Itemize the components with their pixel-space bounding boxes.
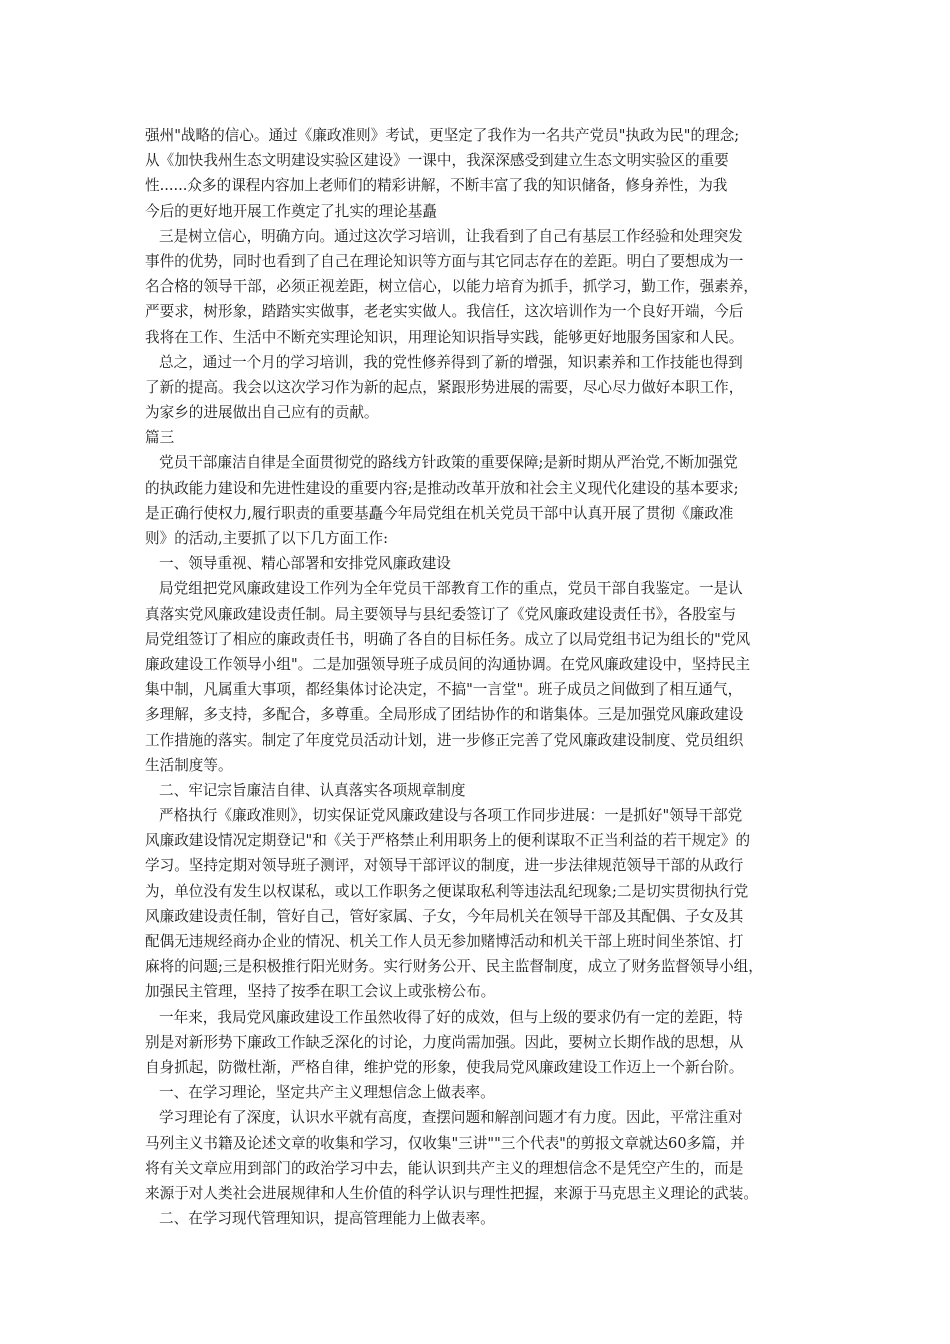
text-line: 性......众多的课程内容加上老师们的精彩讲解，不断丰富了我的知识储备，修身养性，为我 (145, 177, 728, 195)
text-line: 学习。坚持定期对领导班子测评，对领导干部评议的制度，进一步法律规范领导干部的从政行 (145, 857, 744, 875)
text-line: 三是树立信心，明确方向。通过这次学习培训，让我看到了自己有基层工作经验和处理突发 (159, 227, 743, 245)
text-line: 多理解，多支持，多配合，多尊重。全局形成了团结协作的和谐集体。三是加强党风廉政建设 (145, 706, 744, 724)
text-line: 一、在学习理论，坚定共产主义理想信念上做表率。 (159, 1084, 495, 1102)
text-line: 麻将的问题;三是积极推行阳光财务。实行财务公开、民主监督制度，成立了财务监督领导小组， (145, 958, 763, 976)
text-line: 将有关文章应用到部门的政治学习中去，能认识到共产主义的理想信念不是凭空产生的，而是 (145, 1159, 744, 1177)
text-line: 学习理论有了深度，认识水平就有高度，查摆问题和解剖问题才有力度。因此，平常注重对 (159, 1109, 743, 1127)
text-line: 局党组把党风廉政建设工作列为全年党员干部教育工作的重点，党员干部自我鉴定。一是认 (159, 580, 743, 598)
text-line: 党员干部廉洁自律是全面贯彻党的路线方针政策的重要保障;是新时期从严治党,不断加强党 (159, 454, 738, 472)
text-line: 严要求，树形象，踏踏实实做事，老老实实做人。我信任，这次培训作为一个良好开端，今后 (145, 303, 744, 321)
text-line: 自身抓起，防微杜渐，严格自律，维护党的形象，使我局党风廉政建设工作迈上一个新台阶。 (145, 1058, 744, 1076)
text-line: 为，单位没有发生以权谋私，或以工作职务之便谋取私利等违法乱纪现象;二是切实贯彻执行党 (145, 882, 749, 900)
text-line: 真落实党风廉政建设责任制。局主要领导与县纪委签订了《党风廉政建设责任书》，各股室与 (145, 605, 737, 623)
text-line: 生活制度等。 (145, 756, 233, 774)
text-line: 马列主义书籍及论述文章的收集和学习，仅收集"三讲""三个代表"的剪报文章就达60多篇，并 (145, 1134, 745, 1152)
text-line: 事件的优势，同时也看到了自己在理论知识等方面与其它同志存在的差距。明白了要想成为一 (145, 252, 744, 270)
document-body (145, 123, 817, 1231)
text-line: 工作措施的落实。制定了年度党员活动计划，进一步修正完善了党风廉政建设制度、党员组织 (145, 731, 744, 749)
text-line: 篇三 (145, 429, 175, 447)
text-line: 的执政能力建设和先进性建设的重要内容;是推动改革开放和社会主义现代化建设的基本要求; (145, 479, 739, 497)
text-line: 我将在工作、生活中不断充实理论知识，用理论知识指导实践，能够更好地服务国家和人民。 (145, 328, 744, 346)
text-line: 则》的活动,主要抓了以下几方面工作: (145, 530, 389, 547)
text-line: 二、在学习现代管理知识，提高管理能力上做表率。 (159, 1210, 495, 1228)
text-line: 加强民主管理，坚持了按季在职工会议上或张榜公布。 (145, 983, 496, 1001)
text-line: 从《加快我州生态文明建设实验区建设》一课中，我深深感受到建立生态文明实验区的重要 (145, 152, 729, 170)
text-line: 为家乡的进展做出自己应有的贡献。 (145, 404, 379, 422)
text-line: 风廉政建设情况定期登记"和《关于严格禁止利用职务上的便利谋取不正当利益的若干规定》的 (145, 832, 751, 850)
text-line: 配偶无违规经商办企业的情况、机关工作人员无参加赌博活动和机关干部上班时间坐茶馆、打 (145, 933, 744, 950)
text-line: 廉政建设工作领导小组"。二是加强领导班子成员间的沟通协调。在党风廉政建设中，坚持民主 (145, 655, 751, 673)
text-line: 名合格的领导干部，必须正视差距，树立信心，以能力培育为抓手，抓学习，勤工作，强素养， (145, 278, 758, 296)
text-line: 总之，通过一个月的学习培训，我的党性修养得到了新的增强，知识素养和工作技能也得到 (159, 353, 743, 371)
text-line: 严格执行《廉政准则》，切实保证党风廉政建设与各项工作同步进展：一是抓好"领导干部党 (159, 807, 743, 825)
text-line: 一、领导重视、精心部署和安排党风廉政建设 (159, 555, 451, 573)
text-line: 局党组签订了相应的廉政责任书，明确了各自的目标任务。成立了以局党组书记为组长的"党风 (145, 630, 751, 648)
text-line: 风廉政建设责任制，管好自己，管好家属、子女，今年局机关在领导干部及其配偶、子女及其 (145, 907, 744, 925)
text-line: 一年来，我局党风廉政建设工作虽然收得了好的成效，但与上级的要求仍有一定的差距，特 (159, 1008, 743, 1026)
text-line: 来源于对人类社会进展规律和人生价值的科学认识与理性把握，来源于马克思主义理论的武装。 (145, 1184, 758, 1202)
text-line: 是正确行使权力,履行职责的重要基矗今年局党组在机关党员干部中认真开展了贯彻《廉政准 (145, 504, 734, 522)
text-line: 了新的提高。我会以这次学习作为新的起点，紧跟形势进展的需要，尽心尽力做好本职工作， (145, 378, 744, 396)
text-line: 强州"战略的信心。通过《廉政准则》考试，更坚定了我作为一名共产党员"执政为民"的理念; (145, 127, 740, 144)
text-line: 二、牢记宗旨廉洁自律、认真落实各项规章制度 (159, 781, 466, 799)
text-line: 别是对新形势下廉政工作缺乏深化的讨论，力度尚需加强。因此，要树立长期作战的思想，从 (145, 1033, 744, 1051)
text-line: 今后的更好地开展工作奠定了扎实的理论基矗 (145, 202, 437, 220)
text-line: 集中制，凡属重大事项，都经集体讨论决定，不搞"一言堂"。班子成员之间做到了相互通气， (145, 681, 743, 699)
